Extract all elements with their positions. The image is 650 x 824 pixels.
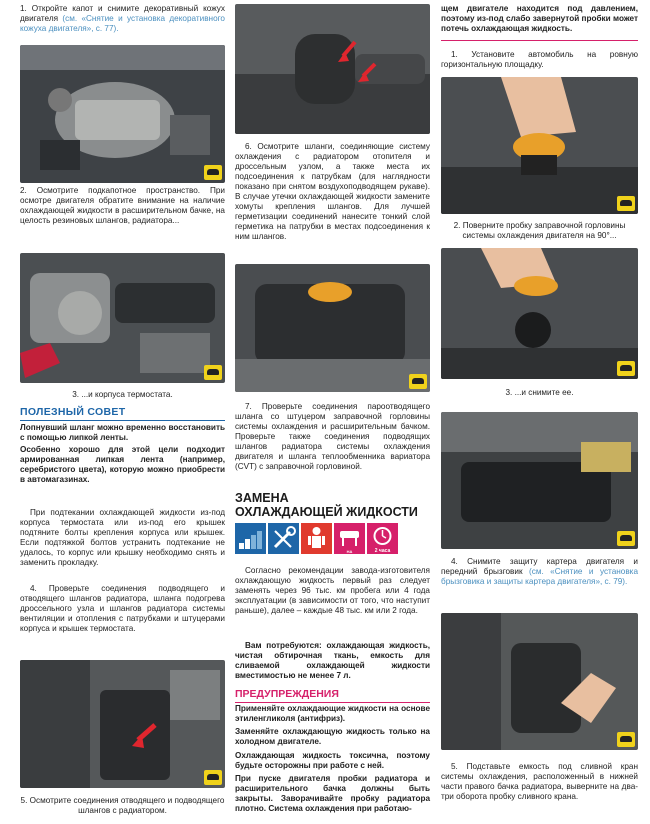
tool-badge-icon (204, 770, 222, 785)
photo-radiator-hoses (20, 660, 225, 788)
photo-drain-plug (441, 613, 638, 750)
lift-icon-label: НА ПОДЪЕМНИКЕ (334, 549, 365, 559)
photo-thermostat (20, 253, 225, 383)
step-1-text (20, 4, 225, 34)
warning-3: Охлаждающая жидкость токсична, поэтому будьте осторожны при работе с ней. (235, 751, 430, 770)
tip-text-2: Особенно хорошо для этой цели подходит армированная липкая лента (например, серебристого цвета), которую можно приобрести в автомагазинах. (20, 445, 225, 484)
difficulty-level-icon (235, 523, 266, 554)
section-title-line-1: ЗАМЕНА (235, 491, 289, 505)
step-1-right-text: 1. Установите автомобиль на ровную горизонтальную площадку. (441, 50, 638, 69)
warning-2: Заменяйте охлаждающую жидкость только на холодном двигателе. (235, 727, 430, 746)
leak-paragraph: При подтекании охлаждающей жидкости из-под корпуса термостата или из-под его крышек подтяните болты крепления корпуса или крышек. Если подтяжкой болтов устранить подтекание не удалось, то корпус или крышку необходимо снять и заменить прокладку. (20, 508, 225, 567)
step-4-text: 4. Проверьте соединения подводящего и отводящего шлангов радиатора, шланга подогрева дроссельного узла и шлангов радиатора системы вентиляции и отопления с патрубками и штуцерами корпуса и крышек термостата. (20, 584, 225, 633)
tool-badge-icon (617, 361, 635, 376)
step-4-right-main: 4. Снимите защиту картера двигателя и передний брызговик (441, 557, 638, 576)
divider (441, 40, 638, 41)
step-1-main: 1. Откройте капот и снимите декоративный кожух двигателя (20, 4, 225, 23)
person-icon (301, 523, 332, 554)
tip-heading: ПОЛЕЗНЫЙ СОВЕТ (20, 406, 225, 421)
tool-badge-icon (204, 365, 222, 380)
warning-1: Применяйте охлаждающие жидкости на основе этиленгликоля (антифриз). (235, 704, 430, 723)
time-icon-label: 2 часа (374, 548, 391, 554)
step-4-reference-link[interactable]: (см. «Снятие и установка брызговика и защиты картера двигателя», с. 79). (441, 567, 638, 586)
tool-badge-icon (617, 732, 635, 747)
difficulty-icons-row (235, 523, 430, 556)
tool-badge-icon (409, 374, 427, 389)
continued-warning: щем двигателе находится под давлением, поэтому из-под слабо завернутой пробки может потечь охлаждающая жидкость. (441, 4, 638, 33)
step-3-right-text: 3. ...и снимите ее. (505, 388, 574, 397)
step-3-text: 3. ...и корпуса термостата. (72, 390, 173, 399)
photo-engine-bay (20, 45, 225, 183)
photo-filler-neck (235, 264, 430, 392)
warnings-heading: ПРЕДУПРЕЖДЕНИЯ (235, 688, 430, 703)
section-title-line-2: ОХЛАЖДАЮЩЕЙ ЖИДКОСТИ (235, 504, 418, 519)
step-2-right-text: 2. Поверните пробку заправочной горловины системы охлаждения двигателя на 90°... (453, 221, 626, 240)
required-items-text: Вам потребуются: охлаждающая жидкость, чистая обтирочная ткань, емкость для сливаемой охлаждающей жидкости вместимостью не менее 7 л. (235, 641, 430, 680)
warning-4: При пуске двигателя пробки радиатора и расширительного бачка должны быть закрыты. Заворачивайте пробку радиатора плотно. Система охлаждения при работаю- (235, 774, 430, 813)
photo-radiator-cap-removed (441, 248, 638, 379)
tool-badge-icon (617, 531, 635, 546)
step-6-text: 6. Осмотрите шланги, соединяющие систему охлаждения с радиатором отопителя и дроссельным узлом, а также места их подсоединения к патрубкам (для наглядности показано при снятом воздухоподводящем рукаве). В случае утечки охлаждающей жидкости замените хомуты крепления шлангов. Для лучшей герметизации соединений нанесите тонкий слой герметика на патрубки в местах подсоединения к ним шлангов. (235, 142, 430, 241)
tools-icon (268, 523, 299, 554)
tool-badge-icon (617, 196, 635, 211)
step-2-text: 2. Осмотрите подкапотное пространство. При осмотре двигателя обратите внимание на наличие охлаждающей жидкости в расширительном бачке, на целость резиновых шлангов, радиатора... (20, 186, 225, 225)
step-5-text: 5. Осмотрите соединения отводящего и подводящего шлангов с радиатором. (20, 796, 225, 815)
step-1-reference-link[interactable]: (см. «Снятие и установка декоративного кожуха двигателя», с. 77). (20, 14, 225, 33)
step-4-right-text (441, 557, 638, 587)
photo-radiator-cap-turn (441, 77, 638, 214)
section-title (235, 492, 430, 520)
step-5-right-text: 5. Подставьте емкость под сливной кран системы охлаждения, расположенный в нижней части правого бачка радиатора, выверните на два-три оборота пробку сливного крана. (441, 762, 638, 801)
step-7-text: 7. Проверьте соединения пароотводящего шланга со штуцером заправочной горловины системы охлаждения и расширительным бачком. Проверьте также соединения подводящих шлангов радиатора системы охлаждения двигателя и шланга теплообменника вариатора (CVT) с заправочной горловиной. (235, 402, 430, 471)
photo-heater-hoses (235, 4, 430, 134)
recommendation-paragraph: Согласно рекомендации завода-изготовителя охлаждающую жидкость первый раз следует заменять через 96 тыс. км пробега или 4 года эксплуатации (в зависимости от того, что наступит раньше), далее – каждые 48 тыс. км или 2 года. (235, 566, 430, 615)
tip-text-1: Лопнувший шланг можно временно восстановить с помощью липкой ленты. (20, 423, 225, 442)
photo-engine-guard (441, 412, 638, 549)
tool-badge-icon (204, 165, 222, 180)
